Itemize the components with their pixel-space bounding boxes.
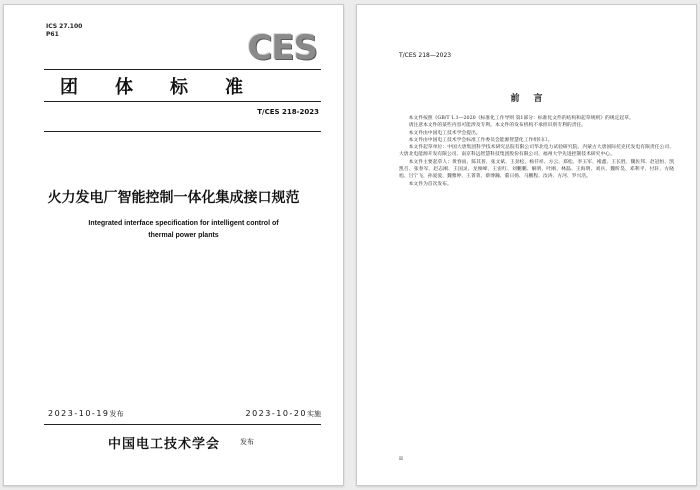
- preface-page: [356, 4, 697, 486]
- standard-type-heading: 团体标准: [60, 77, 280, 98]
- title-en-line-2: thermal power plants: [148, 232, 219, 239]
- publish-date-suffix: 发布: [109, 410, 124, 418]
- implement-date-value: 2023-10-20: [245, 409, 307, 418]
- top-rule: [44, 69, 321, 70]
- preface-paragraph: 本文件由中国电工技术学会标准工作委员会能源智慧化工作组归口。: [408, 137, 553, 143]
- preface-paragraph: 本文件按照《GB/T 1.1—2020《标准化工作导则 第1部分：标准化文件的结构和起草规则》的规定起草。: [408, 116, 634, 121]
- implement-date: [246, 409, 322, 419]
- preface-paragraph: 本文件为首次发布。: [408, 181, 452, 187]
- preface-paragraph: 本文件由中国电工技术学会提出。: [408, 130, 481, 136]
- title-en-line-1: Integrated interface specification for intelligent control of: [88, 220, 279, 227]
- ces-logo: CES: [247, 28, 317, 68]
- publish-date: [48, 409, 124, 419]
- number-rule: [44, 131, 321, 132]
- running-header: T/CES 218—2023: [399, 52, 452, 59]
- implement-date-suffix: 实施: [307, 410, 321, 418]
- page-number: II: [399, 456, 403, 462]
- bottom-rule: [44, 424, 321, 425]
- ccs-code: P61: [46, 31, 59, 38]
- document-title-en: [64, 218, 303, 242]
- publisher-name: 中国电工技术学会: [108, 437, 221, 452]
- preface-body: [399, 115, 674, 188]
- preface-paragraph: 本文件主要起草人：黄春雨、陈其普、张文斌、王劲松、杨仟祥、方云、郑松、李玉军、褚鑫、王长胜、魏佐邦、赵冠恒、凯凯召、张春军、赵志刚、王国灵、龙俊峰、王宙红、刘鹏鹏、解明、叶刚、林磊、王海明、刘兵、魏昕昊、邓利平、付轩、方晓旭、吕宁飞、孙爱爱、魏雅婷、王菁菁、蔡博瀚、董日扬、马鹏程、汝涛、方河、罗兴浩。: [399, 159, 674, 180]
- cover-page: [3, 4, 344, 486]
- preface-paragraph: 请注意本文件的某些内容可能涉及专利。本文件的发布机构不承担识别专利的责任。: [408, 123, 587, 129]
- preface-paragraph: 本文件起草单位：中国大唐集团科学技术研究总院有限公司华北电力试验研究院、内蒙古大唐国际托克托发电有限责任公司、大唐北电能源开发有限公司、南京科远智慧科技集团股份有限公司、福州大学先进控制技术研究中心。: [399, 145, 674, 158]
- document-title-cn: 火力发电厂智能控制一体化集成接口规范: [47, 190, 300, 206]
- preface-title: 前言: [510, 94, 557, 104]
- heading-rule: [44, 101, 321, 102]
- publish-date-value: 2023-10-19: [48, 409, 110, 418]
- standard-number: T/CES 218-2023: [257, 108, 319, 116]
- publisher-publish-word: 发布: [240, 438, 254, 446]
- ics-code: ICS 27.100: [46, 23, 83, 30]
